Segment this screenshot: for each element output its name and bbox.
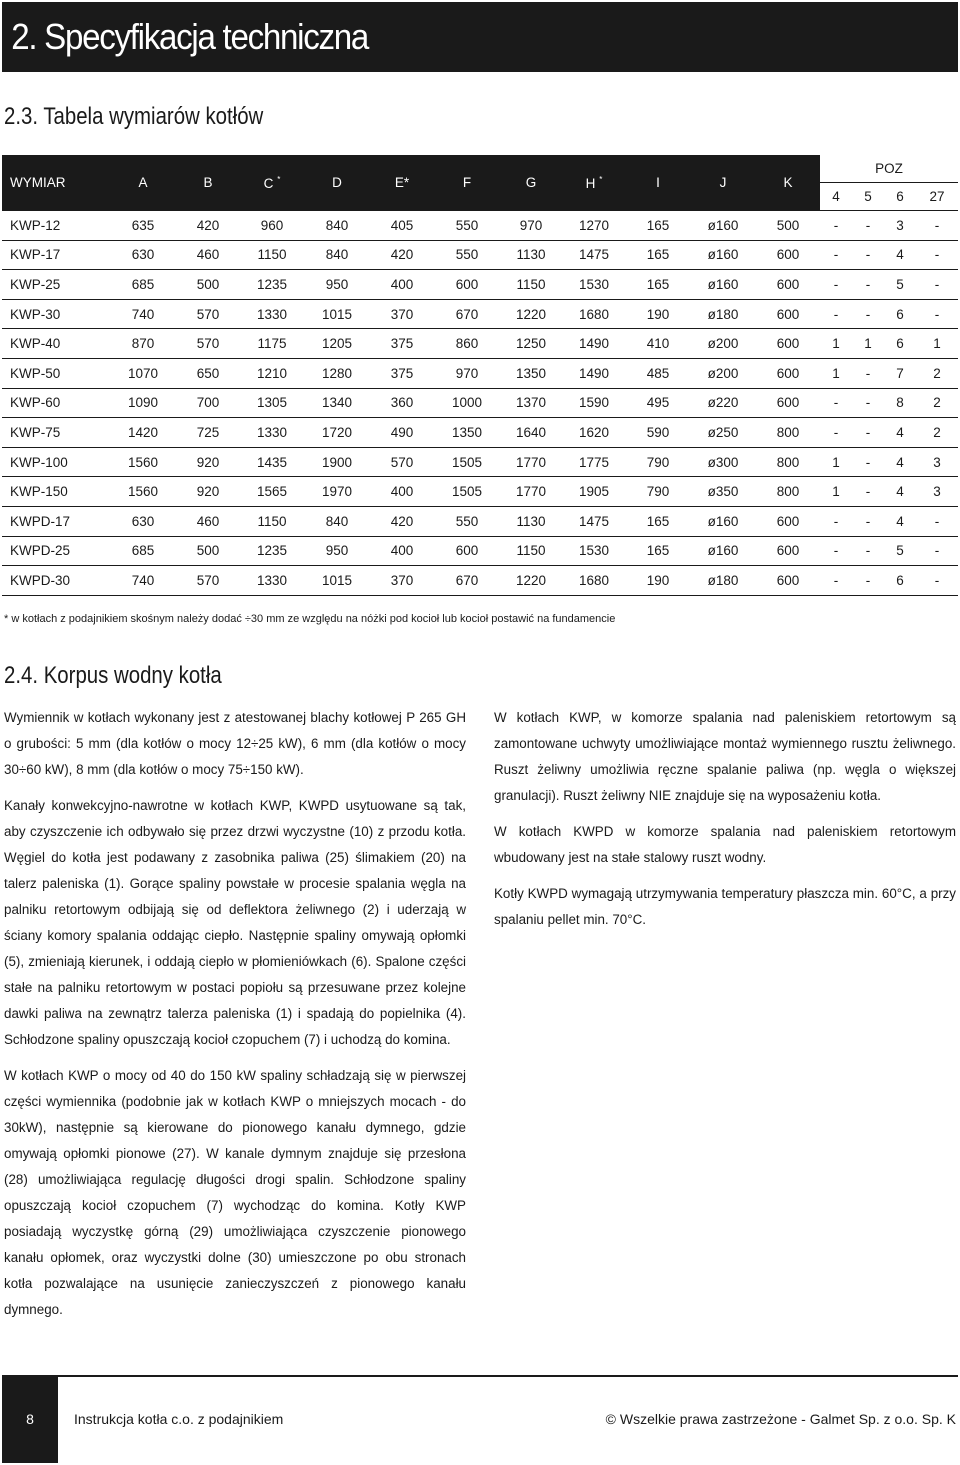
table-cell: 1505 [434,477,500,507]
table-cell: ø160 [690,270,756,300]
header-cell-c: C * [240,155,304,211]
boiler-model-cell: KWP-150 [2,477,110,507]
table-cell: - [852,388,884,418]
table-cell: - [916,211,958,241]
table-cell: 1350 [434,418,500,448]
table-cell: 1680 [562,299,626,329]
table-cell: ø200 [690,329,756,359]
table-cell: 7 [884,358,916,388]
table-cell: 970 [434,358,500,388]
table-cell: 790 [626,447,690,477]
table-cell: 1235 [240,536,304,566]
table-cell: 4 [884,506,916,536]
table-cell: - [820,388,852,418]
table-cell: 590 [626,418,690,448]
table-cell: 1340 [304,388,370,418]
table-cell: 1015 [304,566,370,596]
table-cell: 4 [884,447,916,477]
table-cell: 1775 [562,447,626,477]
table-cell: 600 [756,240,820,270]
table-cell: 920 [176,477,240,507]
table-cell: - [820,506,852,536]
table-cell: - [820,566,852,596]
table-cell: 1150 [240,240,304,270]
table-cell: 2 [916,358,958,388]
table-cell: 400 [370,270,434,300]
table-row [2,566,958,596]
table-cell: - [852,240,884,270]
table-cell: 165 [626,270,690,300]
table-cell: 4 [884,240,916,270]
table-cell: 1250 [500,329,562,359]
table-row [2,240,958,270]
table-cell: 360 [370,388,434,418]
page-footer [2,1375,958,1463]
table-cell: 1000 [434,388,500,418]
table-cell: ø220 [690,388,756,418]
table-cell: 1505 [434,447,500,477]
table-cell: 2 [916,388,958,418]
table-cell: 420 [370,506,434,536]
table-cell: 1530 [562,270,626,300]
table-cell: 6 [884,329,916,359]
table-cell: 600 [756,388,820,418]
copyright-notice: © Wszelkie prawa zastrzeżone - Galmet Sp. z o.o. Sp. K [605,1411,956,1427]
boiler-model-cell: KWP-40 [2,329,110,359]
table-cell: 370 [370,299,434,329]
table-cell: 1490 [562,329,626,359]
table-cell: 840 [304,506,370,536]
table-cell: - [852,536,884,566]
table-cell: 1420 [110,418,176,448]
table-cell: 1270 [562,211,626,241]
table-cell: 165 [626,211,690,241]
table-cell: 1280 [304,358,370,388]
table-row [2,211,958,241]
paragraph: Kotły KWPD wymagają utrzymywania temperatury płaszcza min. 60°C, a przy spalaniu pellet min. 70°C. [494,886,956,927]
table-row [2,329,958,359]
header-cell-f: F [434,155,500,211]
table-cell: 670 [434,299,500,329]
table-cell: 1905 [562,477,626,507]
table-cell: - [916,566,958,596]
table-cell: 6 [884,566,916,596]
table-cell: - [852,299,884,329]
table-cell: ø180 [690,299,756,329]
table-cell: - [820,536,852,566]
table-cell: 1070 [110,358,176,388]
table-cell: 1970 [304,477,370,507]
table-cell: 5 [884,536,916,566]
table-cell: - [852,211,884,241]
table-cell: 600 [434,270,500,300]
table-cell: 485 [626,358,690,388]
table-cell: - [852,418,884,448]
table-cell: 600 [756,536,820,566]
table-cell: 570 [176,566,240,596]
table-cell: - [852,506,884,536]
table-cell: ø160 [690,506,756,536]
table-cell: 460 [176,240,240,270]
table-cell: 570 [176,299,240,329]
section-title-dimensions: 2.3. Tabela wymiarów kotłów [4,103,264,130]
table-cell: 570 [176,329,240,359]
table-cell: 1330 [240,418,304,448]
header-cell-g: G [500,155,562,211]
header-cell-b: B [176,155,240,211]
table-cell: 1640 [500,418,562,448]
table-cell: 950 [304,270,370,300]
table-cell: 685 [110,270,176,300]
table-cell: 165 [626,240,690,270]
table-cell: 740 [110,566,176,596]
table-cell: ø350 [690,477,756,507]
table-cell: 1130 [500,240,562,270]
table-cell: - [916,506,958,536]
table-cell: 550 [434,506,500,536]
table-cell: 490 [370,418,434,448]
page-title: 2. Specyfikacja techniczna [11,16,369,57]
paragraph: W kotłach KWP, w komorze spalania nad paleniskiem retortowym są zamontowane uchwyty umożliwiające montaż wymiennego rusztu żeliwnego. Ruszt żeliwny umożliwia ręczne spalanie paliwa (np. węgla o większej granulacji). Ruszt żeliwny NIE znajduje się na wyposażeniu kotła. [494,710,956,803]
boiler-model-cell: KWP-75 [2,418,110,448]
table-cell: - [852,270,884,300]
table-cell: 1150 [500,270,562,300]
boiler-model-cell: KWP-25 [2,270,110,300]
dimensions-table [2,155,958,596]
table-cell: 1220 [500,566,562,596]
table-cell: - [916,240,958,270]
table-cell: 3 [884,211,916,241]
table-cell: ø160 [690,536,756,566]
table-cell: 1475 [562,240,626,270]
table-cell: 4 [884,477,916,507]
table-cell: 600 [434,536,500,566]
table-cell: 1 [820,329,852,359]
table-cell: 1330 [240,299,304,329]
table-cell: - [852,358,884,388]
header-cell-h: H * [562,155,626,211]
table-cell: 1015 [304,299,370,329]
table-cell: - [820,240,852,270]
table-cell: 1560 [110,447,176,477]
table-cell: ø200 [690,358,756,388]
table-cell: 685 [110,536,176,566]
boiler-model-cell: KWP-17 [2,240,110,270]
table-cell: 165 [626,536,690,566]
table-cell: 1900 [304,447,370,477]
paragraph: Kanały konwekcyjno-nawrotne w kotłach KWP, KWPD usytuowane są tak, aby czyszczenie ich odbywało się przez drzwi wyczystne (10) z przodu kotła. Węgiel do kotła jest podawany z zasobnika paliwa (25) ślimakiem (20) na talerz paleniska (1). Gorące spaliny powstałe w procesie spalania węgla na palniku retortowym odbijają się od deflektora żeliwnego (2) i uderzają w ściany komory spalania oddając ciepło. Następnie spaliny omywają opłomki (5), zmieniają kierunek, i oddają ciepło w płomieniówkach (6). Spalone części stałe na palniku retortowym w postaci popiołu są przesuwane przez kolejne dawki paliwa na zewnątrz talerza paleniska (1) i spadają do popielnika (4). Schłodzone spaliny opuszczają kocioł czopuchem (7) i uchodzą do komina. [4,798,466,1047]
boiler-model-cell: KWP-12 [2,211,110,241]
table-row [2,447,958,477]
table-cell: 1530 [562,536,626,566]
header-cell-k: K [756,155,820,211]
table-cell: 1475 [562,506,626,536]
table-cell: 5 [884,270,916,300]
table-cell: 600 [756,358,820,388]
table-cell: 375 [370,358,434,388]
table-row [2,506,958,536]
table-cell: 1205 [304,329,370,359]
table-cell: ø160 [690,240,756,270]
boiler-model-cell: KWP-100 [2,447,110,477]
table-cell: 1 [852,329,884,359]
table-cell: 1370 [500,388,562,418]
table-cell: 460 [176,506,240,536]
table-cell: 165 [626,506,690,536]
table-cell: 800 [756,477,820,507]
boiler-model-cell: KWPD-17 [2,506,110,536]
table-cell: 500 [756,211,820,241]
table-cell: 725 [176,418,240,448]
table-cell: 1770 [500,447,562,477]
table-cell: 1 [820,477,852,507]
table-cell: 4 [884,418,916,448]
table-cell: 1680 [562,566,626,596]
table-cell: 840 [304,211,370,241]
paragraph: Wymiennik w kotłach wykonany jest z atestowanej blachy kotłowej P 265 GH o grubości: 5 mm (dla kotłów o mocy 12÷25 kW), 6 mm (dla kotłów o mocy 30÷60 kW), 8 mm (dla kotłów o mocy 75÷150 kW). [4,710,466,777]
table-cell: 920 [176,447,240,477]
header-cell-poz-4: 4 [820,183,852,211]
table-cell: 1130 [500,506,562,536]
table-cell: - [820,270,852,300]
table-cell: 800 [756,418,820,448]
table-cell: 970 [500,211,562,241]
table-cell: 495 [626,388,690,418]
table-cell: 570 [370,447,434,477]
table-row [2,299,958,329]
section-title-water-body: 2.4. Korpus wodny kotła [4,662,222,689]
table-cell: - [916,270,958,300]
manual-title: Instrukcja kotła c.o. z podajnikiem [74,1411,284,1427]
table-cell: 375 [370,329,434,359]
table-cell: 1770 [500,477,562,507]
table-cell: 740 [110,299,176,329]
table-cell: 670 [434,566,500,596]
table-row [2,536,958,566]
table-cell: 3 [916,477,958,507]
table-cell: 1175 [240,329,304,359]
table-cell: 1720 [304,418,370,448]
table-cell: 1150 [500,536,562,566]
table-cell: 550 [434,240,500,270]
table-cell: ø300 [690,447,756,477]
header-cell-poz-27: 27 [916,183,958,211]
table-cell: 190 [626,566,690,596]
header-cell-poz-5: 5 [852,183,884,211]
table-cell: 370 [370,566,434,596]
table-cell: 2 [916,418,958,448]
table-cell: 1305 [240,388,304,418]
table-footnote: * w kotłach z podajnikiem skośnym należy dodać ÷30 mm ze względu na nóżki pod kocioł lub kocioł postawić na fundamencie [4,613,616,625]
table-cell: ø160 [690,211,756,241]
table-header-row [2,155,958,183]
table-cell: 700 [176,388,240,418]
table-cell: 1 [820,358,852,388]
table-cell: 870 [110,329,176,359]
boiler-model-cell: KWPD-30 [2,566,110,596]
table-cell: 600 [756,270,820,300]
table-cell: - [916,536,958,566]
table-cell: 1565 [240,477,304,507]
table-cell: 8 [884,388,916,418]
text-column-left [4,705,466,1333]
table-cell: 1330 [240,566,304,596]
header-cell-j: J [690,155,756,211]
table-cell: - [852,447,884,477]
table-cell: ø250 [690,418,756,448]
header-cell-e: E* [370,155,434,211]
table-cell: 1350 [500,358,562,388]
table-row [2,418,958,448]
table-cell: 400 [370,477,434,507]
table-row [2,388,958,418]
table-body [2,211,958,596]
table-cell: 420 [176,211,240,241]
table-cell: 600 [756,329,820,359]
table-cell: 630 [110,506,176,536]
table-cell: 550 [434,211,500,241]
table-cell: 1435 [240,447,304,477]
table-cell: 635 [110,211,176,241]
table-cell: 1235 [240,270,304,300]
table-cell: 1590 [562,388,626,418]
table-cell: 950 [304,536,370,566]
table-cell: - [820,211,852,241]
table-cell: 1150 [240,506,304,536]
table-cell: - [820,299,852,329]
table-cell: 600 [756,299,820,329]
table-row [2,477,958,507]
table-cell: 1560 [110,477,176,507]
header-cell-wymiar: WYMIAR [2,155,110,211]
page-number: 8 [2,1375,58,1463]
paragraph: W kotłach KWPD w komorze spalania nad paleniskiem retortowym wbudowany jest na stałe stalowy ruszt wodny. [494,824,956,865]
table-cell: 1 [820,447,852,477]
header-bar [2,2,958,72]
table-cell: 1210 [240,358,304,388]
table-cell: - [852,477,884,507]
table-row [2,270,958,300]
boiler-model-cell: KWP-30 [2,299,110,329]
text-column-right [494,705,956,943]
table-cell: 1090 [110,388,176,418]
table-cell: 800 [756,447,820,477]
header-cell-i: I [626,155,690,211]
table-cell: 600 [756,506,820,536]
table-cell: 405 [370,211,434,241]
table-cell: 840 [304,240,370,270]
paragraph: W kotłach KWP o mocy od 40 do 150 kW spaliny schładzają się w pierwszej części wymiennika (podobnie jak w kotłach KWP o mniejszych mocach - do 30kW), następnie są kierowane do pionowego kanału dymnego, gdzie omywają opłomki pionowe (27). W kanale dymnym znajduje się przesłona (28) umożliwiająca regulację długości drogi spalin. Schłodzone spaliny opuszczają kocioł czopuchem (7) wychodząc do komina. Kotły KWP posiadają wyczystkę górną (29) umożliwiająca czyszczenie pionowego kanału opłomek, oraz wyczystki dolne (30) umieszczone po obu stronach kotła pozwalające na usunięcie zanieczyszczeń z pionowego kanału dymnego. [4,1068,466,1317]
header-cell-a: A [110,155,176,211]
table-cell: - [852,566,884,596]
boiler-model-cell: KWP-60 [2,388,110,418]
table-cell: 190 [626,299,690,329]
table-cell: 630 [110,240,176,270]
header-cell-poz: POZ [820,155,958,183]
table-cell: - [916,299,958,329]
table-cell: 860 [434,329,500,359]
table-cell: 790 [626,477,690,507]
table-cell: - [820,418,852,448]
table-cell: ø180 [690,566,756,596]
table-cell: 500 [176,270,240,300]
table-cell: 420 [370,240,434,270]
table-cell: 3 [916,447,958,477]
table-cell: 960 [240,211,304,241]
table-cell: 1220 [500,299,562,329]
table-cell: 1620 [562,418,626,448]
boiler-model-cell: KWP-50 [2,358,110,388]
boiler-model-cell: KWPD-25 [2,536,110,566]
table-row [2,358,958,388]
table-cell: 6 [884,299,916,329]
table-cell: 410 [626,329,690,359]
table-cell: 1 [916,329,958,359]
footer-divider [58,1375,958,1377]
table-cell: 400 [370,536,434,566]
table-cell: 650 [176,358,240,388]
table-cell: 600 [756,566,820,596]
table-cell: 1490 [562,358,626,388]
header-cell-poz-6: 6 [884,183,916,211]
header-cell-d: D [304,155,370,211]
table-cell: 500 [176,536,240,566]
